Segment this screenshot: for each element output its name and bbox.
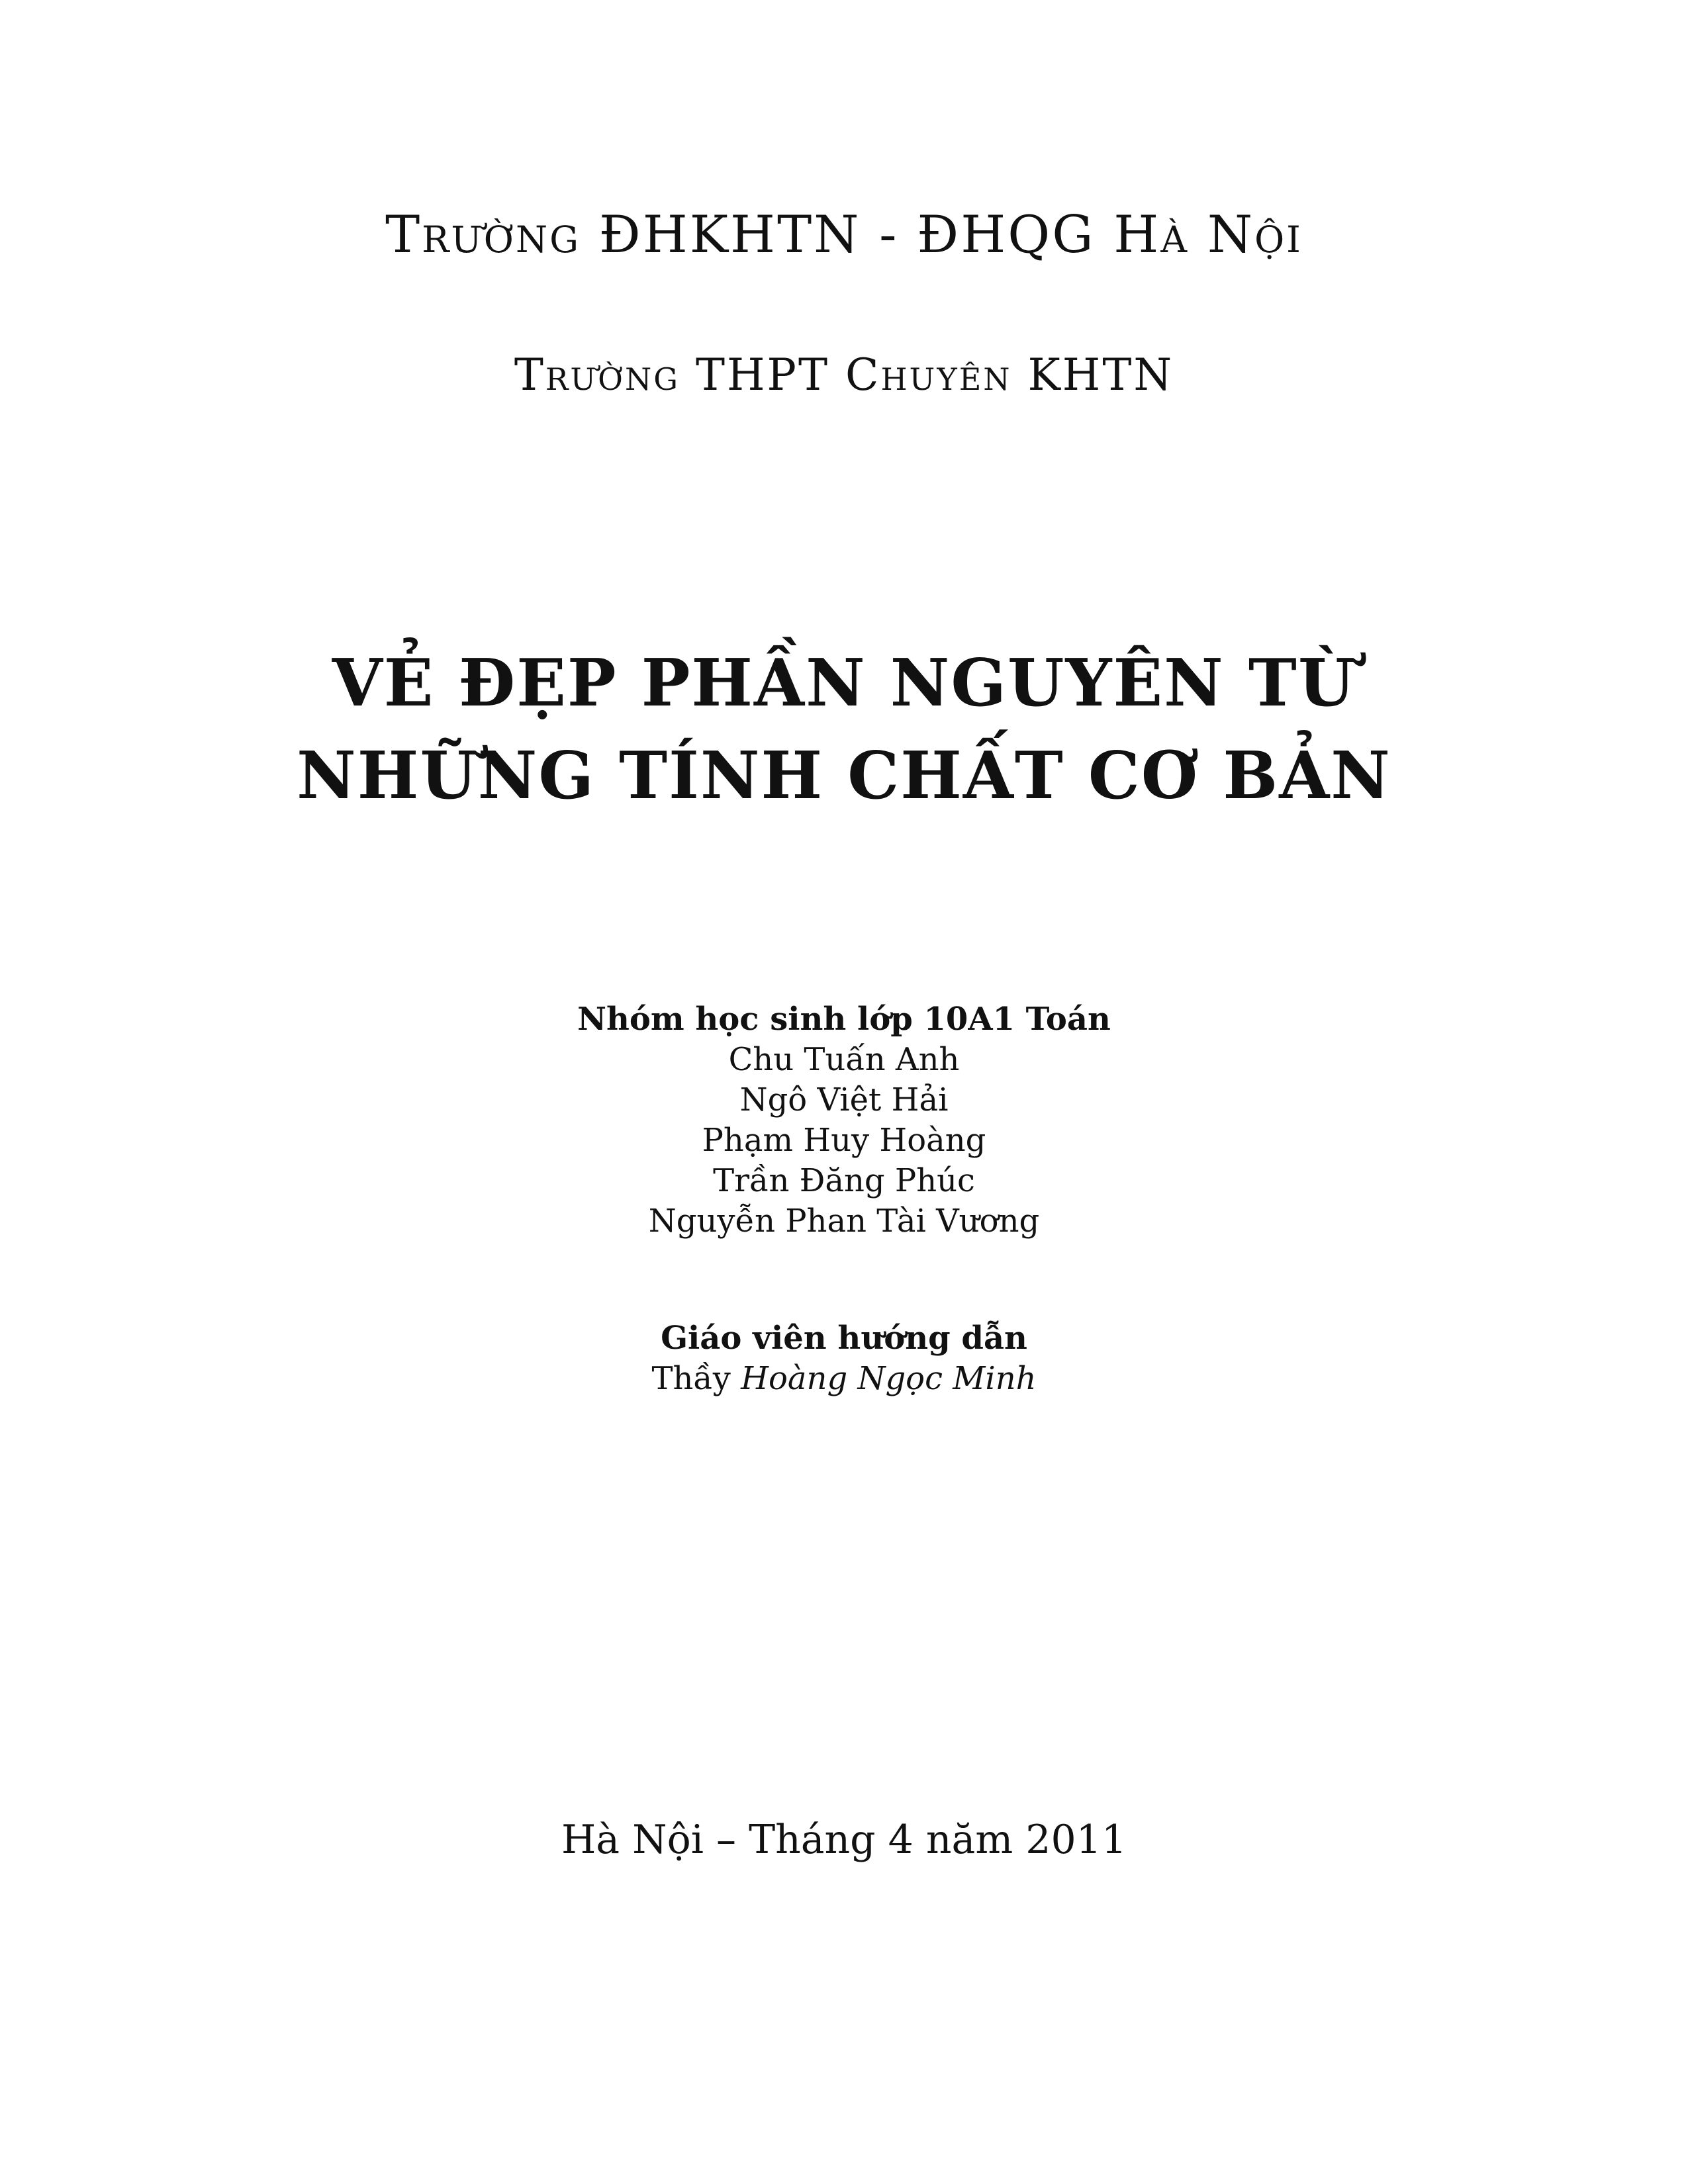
advisor-line: [0, 1359, 1688, 1399]
student-group-heading: Nhóm học sinh lớp 10A1 Toán: [577, 1001, 1111, 1038]
advisor-block: [0, 1318, 1688, 1399]
place-date: Hà Nội – Tháng 4 năm 2011: [561, 1817, 1127, 1863]
student-group: [0, 999, 1688, 1242]
university-name: Trường ĐHKHTN - ĐHQG Hà Nội: [385, 205, 1303, 265]
advisor-name: Hoàng Ngọc Minh: [741, 1360, 1037, 1397]
student-name: Phạm Huy Hoàng: [702, 1122, 986, 1159]
advisor-heading: Giáo viên hướng dẫn: [661, 1320, 1027, 1357]
student-name: Chu Tuấn Anh: [728, 1041, 960, 1078]
student-name: Ngô Việt Hải: [739, 1081, 949, 1118]
student-name: Nguyễn Phan Tài Vương: [648, 1203, 1040, 1240]
advisor-prefix: Thầy: [651, 1360, 731, 1397]
title-line-2: NHỮNG TÍNH CHẤT CƠ BẢN: [297, 738, 1391, 814]
student-name: Trần Đăng Phúc: [713, 1162, 975, 1199]
title-line-1: VẺ ĐẸP PHẦN NGUYÊN TỪ: [332, 645, 1356, 721]
school-name: Trường THPT Chuyên KHTN: [514, 349, 1174, 400]
